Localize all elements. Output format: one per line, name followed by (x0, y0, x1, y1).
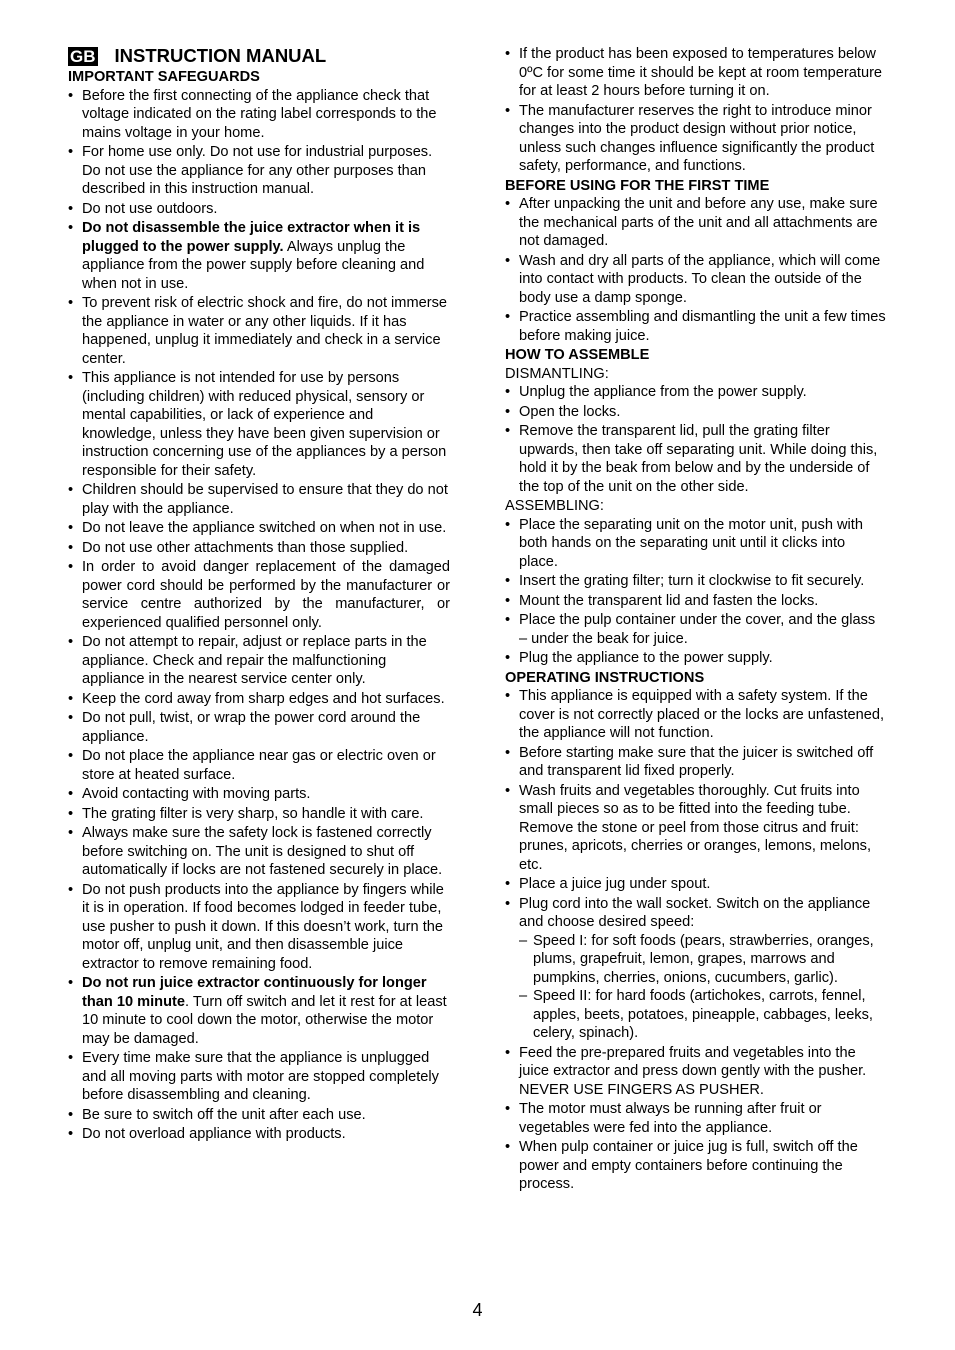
list-item: • Do not leave the appliance switched on when not in use. (68, 519, 450, 538)
list-item: • In order to avoid danger replacement of the damaged power cord should be performed by the manufacturer or service centre authorized by the manufacturer, or experienced qualified personnel only. (68, 558, 450, 632)
assembling-list (505, 516, 887, 668)
list-item: • The motor must always be running after fruit or vegetables were fed into the appliance. (505, 1100, 887, 1137)
list-item: • The grating filter is very sharp, so handle it with care. (68, 805, 450, 824)
list-item: • Wash and dry all parts of the appliance, which will come into contact with products. To clean the outside of the body use a damp sponge. (505, 252, 887, 308)
list-item: • Practice assembling and dismantling the unit a few times before making juice. (505, 308, 887, 345)
operating-list (505, 687, 887, 1194)
list-item: • Every time make sure that the appliance is unplugged and all moving parts with motor are stopped completely before disassembling and cleaning. (68, 1049, 450, 1105)
safeguards-list (68, 87, 450, 1144)
list-item: • Do not place the appliance near gas or electric oven or store at heated surface. (68, 747, 450, 784)
list-item: • Do not use other attachments than those supplied. (68, 539, 450, 558)
list-item: • Do not attempt to repair, adjust or replace parts in the appliance. Check and repair the malfunctioning appliance in the nearest service center only. (68, 633, 450, 689)
list-item: • Keep the cord away from sharp edges and hot surfaces. (68, 690, 450, 709)
list-item: • Children should be supervised to ensure that they do not play with the appliance. (68, 481, 450, 518)
language-badge: GB (70, 46, 96, 66)
list-item: • After unpacking the unit and before any use, make sure the mechanical parts of the unit and all attachments are not damaged. (505, 195, 887, 251)
list-item (68, 974, 450, 1048)
list-item: • Do not push products into the appliance by fingers while it is in operation. If food becomes lodged in feeder tube, use pusher to push it down. If this doesn’t work, turn the motor off, unplug unit, and then disassemble juice extractor to remove remaining food. (68, 881, 450, 974)
list-item: • This appliance is equipped with a safety system. If the cover is not correctly placed or the locks are unfastened, the appliance will not function. (505, 687, 887, 743)
assemble-heading: HOW TO ASSEMBLE (505, 347, 650, 363)
list-item-text: Plug cord into the wall socket. Switch on the appliance and choose desired speed: (519, 895, 871, 930)
dismantling-label: DISMANTLING: (505, 365, 609, 382)
list-item: • Plug the appliance to the power supply. (505, 649, 887, 668)
speed-item: – Speed I: for soft foods (pears, strawberries, oranges, plums, grapefruit, lemon, grapes, marrows and pumpkins, cherries, onions, cucumbers, garlic). (519, 932, 887, 988)
list-item: • Before starting make sure that the juicer is switched off and transparent lid fixed properly. (505, 744, 887, 781)
bold-warning: Do not disassemble the juice extractor when it is plugged to the power supply. (82, 220, 421, 255)
list-item: • This appliance is not intended for use by persons (including children) with reduced physical, sensory or mental capabilities, or lack of experience and knowledge, unless they have been given supervision or instruction concerning use of the appliances by a person responsible for their safety. (68, 369, 450, 480)
list-item: • When pulp container or juice jug is full, switch off the power and empty containers before continuing the process. (505, 1138, 887, 1194)
list-item: • Always make sure the safety lock is fastened correctly before switching on. The unit is designed to shut off automatically if locks are not fastened securely in place. (68, 824, 450, 880)
list-item: • Do not pull, twist, or wrap the power cord around the appliance. (68, 709, 450, 746)
list-item: • Be sure to switch off the unit after each use. (68, 1106, 450, 1125)
list-item-text: Always unplug the appliance from the power supply before cleaning and when not in use. (82, 238, 425, 292)
speed-item: – Speed II: for hard foods (artichokes, carrots, fennel, apples, beets, potatoes, pineapple, cabbages, leeks, celery, spinach). (519, 987, 887, 1043)
operating-heading: OPERATING INSTRUCTIONS (505, 669, 705, 686)
list-item: • If the product has been exposed to temperatures below 0ºC for some time it should be kept at room temperature for at least 2 hours before turning it on. (505, 45, 887, 101)
right-column (505, 45, 887, 1195)
list-item (505, 895, 887, 1043)
first-time-list (505, 195, 887, 345)
list-item: • Remove the transparent lid, pull the grating filter upwards, then take off separating unit. While doing this, hold it by the beak from below and by the underside of the top of the unit on the other side. (505, 422, 887, 496)
bold-warning: Do not run juice extractor continuously for longer than 10 minute (82, 975, 427, 1010)
list-item: • Insert the grating filter; turn it clockwise to fit securely. (505, 572, 887, 591)
title-row (68, 45, 450, 67)
list-item-text: . Turn off switch and let it rest for at least 10 minute to cool down the motor, otherwise the motor may be damaged. (82, 993, 447, 1047)
list-item: • Unplug the appliance from the power supply. (505, 383, 887, 402)
list-item: • For home use only. Do not use for industrial purposes. Do not use the appliance for any other purposes than described in this instruction manual. (68, 143, 450, 199)
list-item: • Do not overload appliance with products. (68, 1125, 450, 1144)
first-time-heading: BEFORE USING FOR THE FIRST TIME (505, 177, 770, 194)
list-item: • Place the pulp container under the cover, and the glass – under the beak for juice. (505, 611, 887, 648)
list-item: • The manufacturer reserves the right to introduce minor changes into the product design without prior notice, unless such changes influence significantly the product safety, performance, and functions. (505, 102, 887, 176)
dismantling-list (505, 383, 887, 496)
page-title: INSTRUCTION MANUAL (114, 45, 327, 66)
safeguards-heading: IMPORTANT SAFEGUARDS (68, 69, 260, 85)
speed-list (519, 932, 887, 1043)
list-item: • To prevent risk of electric shock and fire, do not immerse the appliance in water or any other liquids. If it has happened, unplug it immediately and check in a service center. (68, 294, 450, 368)
list-item: • Place a juice jug under spout. (505, 875, 887, 894)
list-item: • Before the first connecting of the appliance check that voltage indicated on the rating label corresponds to the mains voltage in your home. (68, 87, 450, 143)
left-column (68, 45, 450, 1145)
list-item (68, 219, 450, 293)
list-item: • Wash fruits and vegetables thoroughly. Cut fruits into small pieces so as to be fitted into the feeding tube. Remove the stone or peel from those citrus and fruit: prunes, apricots, cherries or oranges, lemons, melons, etc. (505, 782, 887, 875)
list-item: • Feed the pre-prepared fruits and vegetables into the juice extractor and press down gently with the pusher. NEVER USE FINGERS AS PUSHER. (505, 1044, 887, 1100)
assembling-label: ASSEMBLING: (505, 498, 604, 514)
list-item: • Do not use outdoors. (68, 200, 450, 219)
safeguards-list-continued (505, 45, 887, 176)
page-number: 4 (472, 1300, 483, 1320)
list-item: • Avoid contacting with moving parts. (68, 785, 450, 804)
list-item: • Open the locks. (505, 403, 887, 422)
list-item: • Mount the transparent lid and fasten the locks. (505, 592, 887, 611)
list-item: • Place the separating unit on the motor unit, push with both hands on the separating unit until it clicks into place. (505, 516, 887, 572)
